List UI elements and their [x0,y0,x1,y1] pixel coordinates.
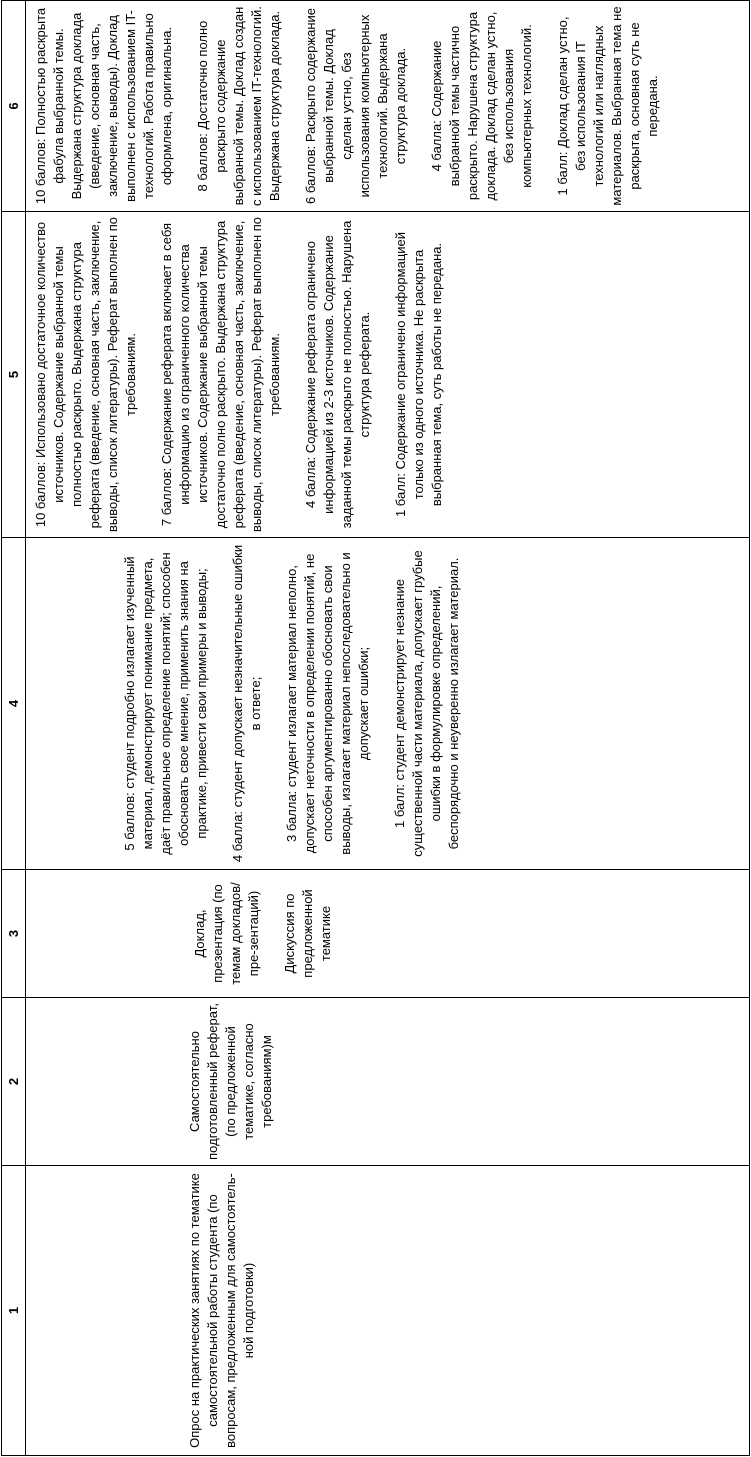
criteria-4-points: 4 балла: студент допускает незначительные ошибки в ответе; [230,544,263,863]
assessment-criteria-table [1,0,750,1456]
survey-text: Опрос на практических занятиях по тематике самостоятельной работы студента (по вопросам, предложенным для самостоятель-ной подготовки) [187,1173,256,1448]
report-text: Доклад, презентация (по темам докладов/пре-зентаций) [192,882,261,985]
column-header-1: 1 [2,1166,26,1456]
header-row [2,1,26,1456]
column-header-2: 2 [2,998,26,1166]
criteria-1-point: 1 балл: студент демонстрирует незнание существенной части материала, допускает грубые ошибки в формулировке определений, беспорядочно и неуверенно излагает материал. [392,550,461,857]
criteria-5-points: 5 баллов: студент подробно излагает изученный материал, демонстрирует понимание предмета, даёт правильное определение понятий; способен обосновать свое мнение, применить знания на практике, привести свои примеры и выводы; [122,552,209,855]
cell-report [26,870,750,998]
cell-survey [26,1166,750,1456]
report-criteria-10: 10 баллов: Полностью раскрыта фабула выбранной темы. Выдержана структура доклада (введение, основная часть, заключение, выводы). Доклад выполнен с использованием IT-технологий. Работа правильно оформлена, оригинальна. [33,7,174,205]
essay-text: Самостоятельно подготовленный реферат, (по предложенной тематике, согласно требованиям)м [187,1003,274,1160]
essay-criteria-1: 1 балл: Содержание ограничено информацией только из одного источника. Не раскрыта выбранная тема, суть работы не передана. [393,231,444,518]
report-criteria-6: 6 баллов: Раскрыто содержание выбранной темы. Доклад сделан устно, без использования компьютерных технологий. Выдержана структура доклада. [303,8,408,205]
essay-criteria-4: 4 балла: Содержание реферата ограничено информацией из 2-3 источников. Содержание заданной темы раскрыто не полностью. Нарушена структура реферата. [303,220,372,529]
criteria-3-points: 3 балла: студент излагает материал неполно, допускает неточности в определении понятий, не способен аргументированно обосновать свои выводы, излагает материал непоследовательно и допускает ошибки; [284,552,371,855]
column-header-3: 3 [2,870,26,998]
cell-survey-criteria [26,538,750,870]
cell-report-criteria [26,1,750,212]
table-row [26,1,750,1456]
cell-essay [26,998,750,1166]
column-header-4: 4 [2,538,26,870]
report-criteria-1: 1 балл: Доклад сделан устно, без использования IT технологий или наглядных материалов. Выбранная тема не раскрыта, основная суть не передана. [555,6,660,206]
report-criteria-8: 8 баллов: Достаточно полно раскрыто содержание выбранной темы. Доклад создан с использованием IT-технологий. Выдержана структура доклада. [195,6,282,206]
essay-criteria-7: 7 баллов: Содержание реферата включает в себя информацию из ограниченного количества источников. Содержание выбранной темы достаточно полно раскрыто. Выдержана структура реферата (введение, основная часть, заключение, выводы, список литературы). Реферат выполнен по требованиям. [159,216,282,532]
cell-essay-criteria [26,212,750,538]
column-header-6: 6 [2,1,26,212]
column-header-5: 5 [2,212,26,538]
essay-criteria-10: 10 баллов: Использовано достаточное количество источников. Содержание выбранной темы полностью раскрыто. Выдержана структура реферата (введение, основная часть, заключение, выводы, список литературы). Реферат выполнен по требованиям. [33,216,138,532]
report-criteria-4: 4 балла: Содержание выбранной темы частично раскрыто. Нарушена структура доклада. Доклад сделан устно, без использования компьютерных технологий. [429,11,534,201]
discussion-text: Дискуссия по предложенной тематике [282,889,333,978]
